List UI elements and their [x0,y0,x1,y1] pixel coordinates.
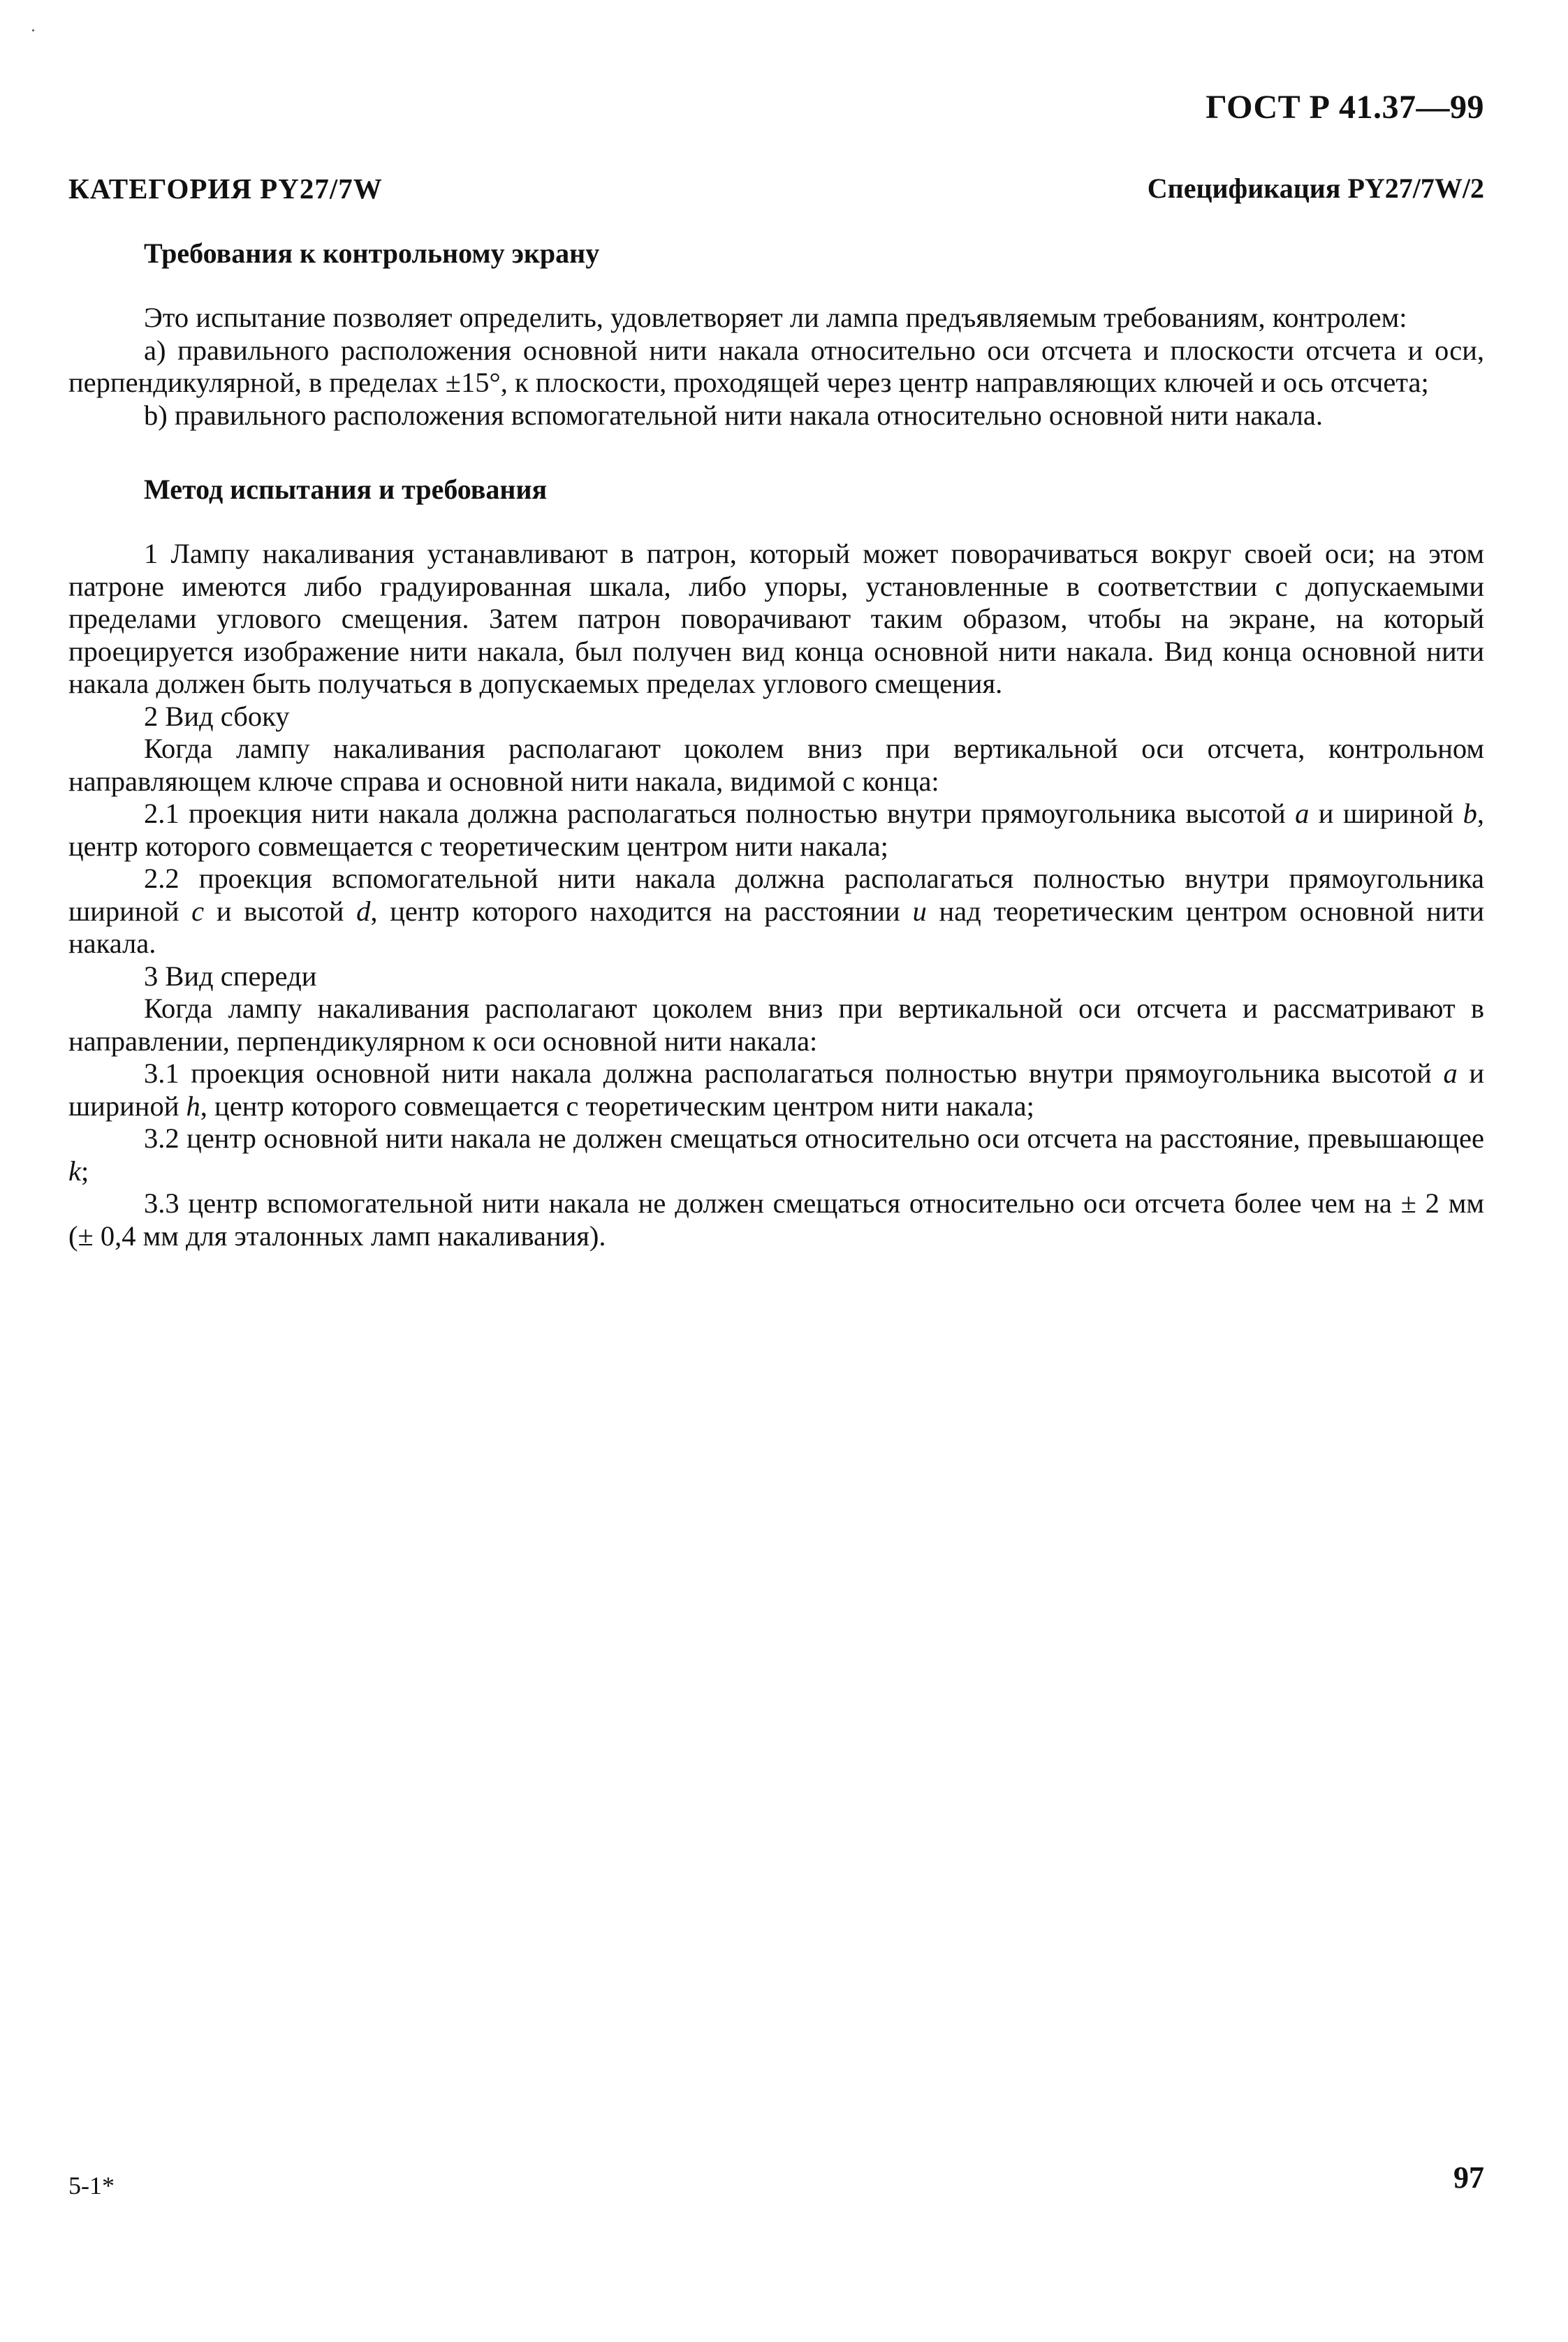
header-row [68,172,1484,205]
paragraph-3-body: Когда лампу накаливания располагают цоколем вниз при вертикальной оси отсчета и рассматривают в направлении, перпендикулярном к оси основной нити накала: [68,993,1484,1057]
paragraph-2-title: 2 Вид сбоку [144,700,290,732]
paragraph-3-title: 3 Вид спереди [144,960,317,992]
paragraph-item-b: b) правильного расположения вспомогательной нити накала относительно основной нити накала. [144,399,1324,431]
specification-title: Спецификация PY27/7W/2 [1147,173,1484,204]
paragraph-2-body: Когда лампу накаливания располагают цоколем вниз при вертикальной оси отсчета, контрольном направляющем ключе справа и основной нити накала, видимой с конца: [68,733,1484,797]
category-title: КАТЕГОРИЯ PY27/7W [68,173,383,205]
paragraph-2-1: 2.1 проекция нити накала должна располагаться полностью внутри прямоугольника высотой a и шириной b, центр которого совмещается с теоретическим центром нити накала; [68,798,1484,862]
standard-number: ГОСТ Р 41.37—99 [1206,89,1484,126]
section-heading-screen: Требования к контрольному экрану [144,237,600,269]
paragraph-3-3: 3.3 центр вспомогательной нити накала не должен смещаться относительно оси отсчета более чем на ± 2 мм (± 0,4 мм для эталонных ламп накаливания). [68,1187,1484,1252]
sheet-mark: 5-1* [68,2172,115,2200]
paragraph-2-2: 2.2 проекция вспомогательной нити накала должна располагаться полностью внутри прямоугольника шириной c и высотой d, центр которого находится на расстоянии u над теоретическим центром основной нити накала. [68,863,1484,959]
section-heading-method: Метод испытания и требования [144,474,548,505]
scan-artifact-dot [32,29,34,31]
paragraph-1: 1 Лампу накаливания устанавливают в патрон, который может поворачиваться вокруг своей оси; на этом патроне имеются либо градуированная шкала, либо упоры, установленные в соответствии с допускаемыми пределами углового смещения. Затем патрон поворачивают таким образом, чтобы на экране, на который проецируется изображение нити накала, был получен вид конца основной нити накала. Вид конца основной нити накала должен быть получаться в допускаемых пределах углового смещения. [68,538,1484,699]
body-text [68,237,1484,1252]
paragraph-3-2: 3.2 центр основной нити накала не должен смещаться относительно оси отсчета на расстояние, превышающее k; [68,1122,1484,1187]
paragraph-3-1: 3.1 проекция основной нити накала должна располагаться полностью внутри прямоугольника высотой a и шириной h, центр которого совмещается с теоретическим центром нити накала; [68,1057,1484,1122]
paragraph-intro: Это испытание позволяет определить, удовлетворяет ли лампа предъявляемым требованиям, контролем: [144,302,1407,333]
paragraph-item-a: а) правильного расположения основной нити накала относительно оси отсчета и плоскости отсчета и оси, перпендикулярной, в пределах ±15°, к плоскости, проходящей через центр направляющих ключей и ось отсчета; [68,334,1484,398]
page-number: 97 [1453,2160,1484,2195]
